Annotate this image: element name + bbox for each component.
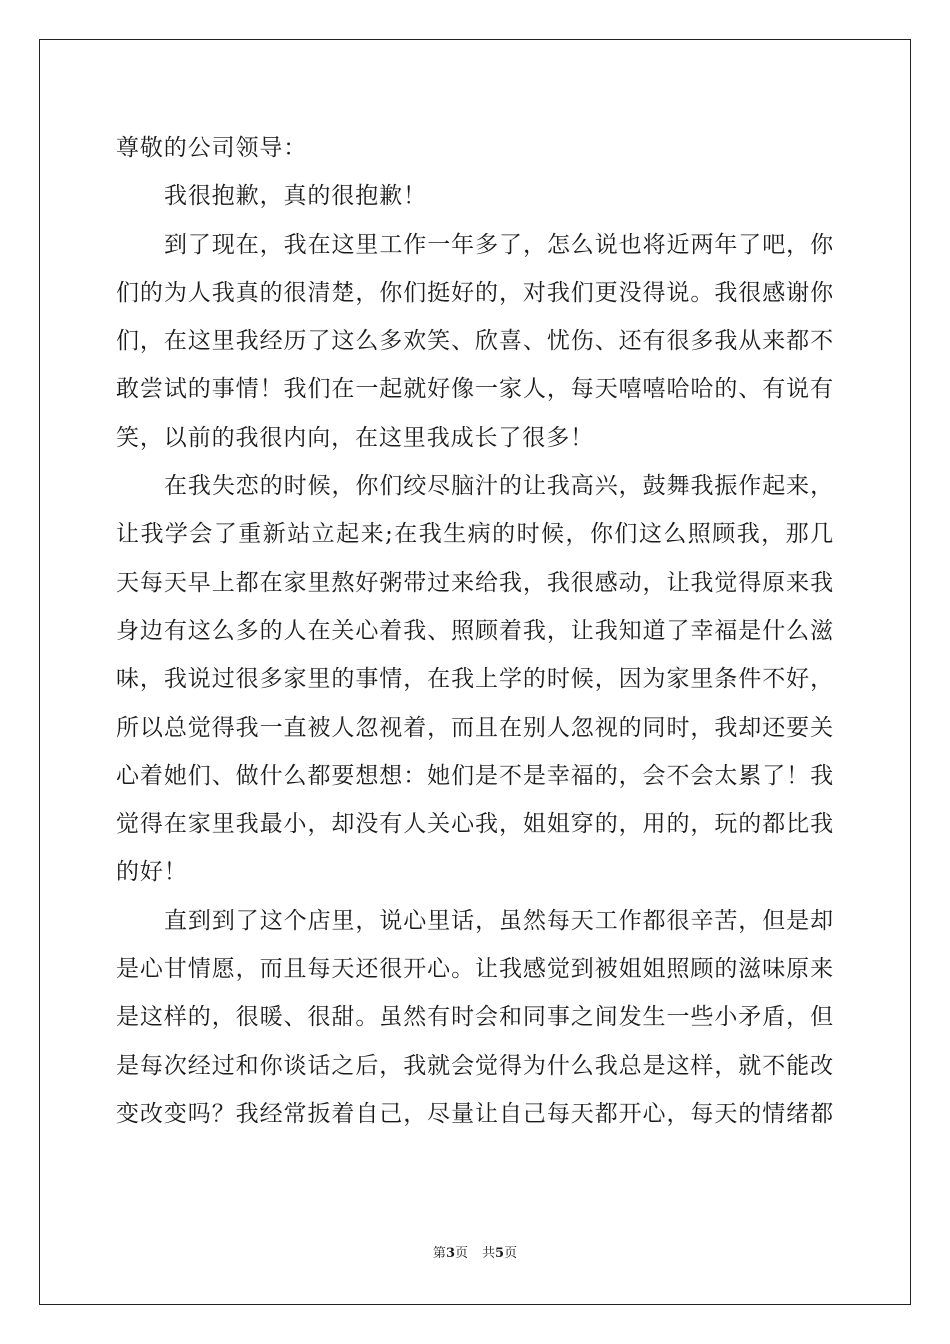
paragraph-line: 是这样的，很暖、很甜。虽然有时会和同事之间发生一些小矛盾，但 [116,1004,834,1031]
current-page-number: 3 [445,1246,455,1261]
paragraph-line: 让我学会了重新站立起来;在我生病的时候，你们这么照顾我，那几 [116,521,834,548]
paragraph-line: 笑，以前的我很内向，在这里我成长了很多！ [116,424,594,451]
page-footer [0,1244,950,1264]
total-pages-number: 5 [495,1246,505,1261]
paragraph-line: 是每次经过和你谈话之后，我就会觉得为什么我总是这样，就不能改 [116,1052,834,1079]
paragraph-line: 变改变吗？我经常扳着自己，尽量让自己每天都开心，每天的情绪都 [116,1100,834,1127]
paragraph-line: 们，在这里我经历了这么多欢笑、欣喜、忧伤、还有很多我从来都不 [116,328,834,355]
paragraph-line: 天每天早上都在家里熬好粥带过来给我，我很感动，让我觉得原来我 [116,569,834,596]
document-body [116,124,834,1138]
paragraph-line: 敢尝试的事情！我们在一起就好像一家人，每天嘻嘻哈哈的、有说有 [116,376,834,403]
paragraph-line: 身边有这么多的人在关心着我、照顾着我，让我知道了幸福是什么滋 [116,617,834,644]
paragraph-line: 在我失恋的时候，你们绞尽脑汁的让我高兴，鼓舞我振作起来， [164,473,834,500]
paragraph-line: 所以总觉得我一直被人忽视着，而且在别人忽视的同时，我却还要关 [116,714,834,741]
footer-page-suffix: 页 [454,1246,468,1261]
salutation-line: 尊敬的公司领导： [116,135,308,161]
footer-prefix: 第 [432,1246,446,1261]
paragraph-line: 的好！ [116,859,188,886]
paragraph-line: 心着她们、做什么都要想想：她们是不是幸福的，会不会太累了！我 [116,762,834,789]
paragraph-line: 味，我说过很多家里的事情，在我上学的时候，因为家里条件不好， [116,666,834,693]
paragraph-line: 直到到了这个店里，说心里话，虽然每天工作都很辛苦，但是却 [164,907,834,934]
footer-total-prefix: 共 [482,1246,496,1261]
paragraph-line: 们的为人我真的很清楚，你们挺好的，对我们更没得说。我很感谢你 [116,279,834,306]
paragraph-line: 我很抱歉，真的很抱歉！ [164,183,427,210]
paragraph-line: 觉得在家里我最小，却没有人关心我，姐姐穿的，用的，玩的都比我 [116,811,834,838]
paragraph-line: 到了现在，我在这里工作一年多了，怎么说也将近两年了吧，你 [164,231,834,258]
footer-total-suffix: 页 [504,1246,518,1261]
paragraph-line: 是心甘情愿，而且每天还很开心。让我感觉到被姐姐照顾的滋味原来 [116,956,834,983]
